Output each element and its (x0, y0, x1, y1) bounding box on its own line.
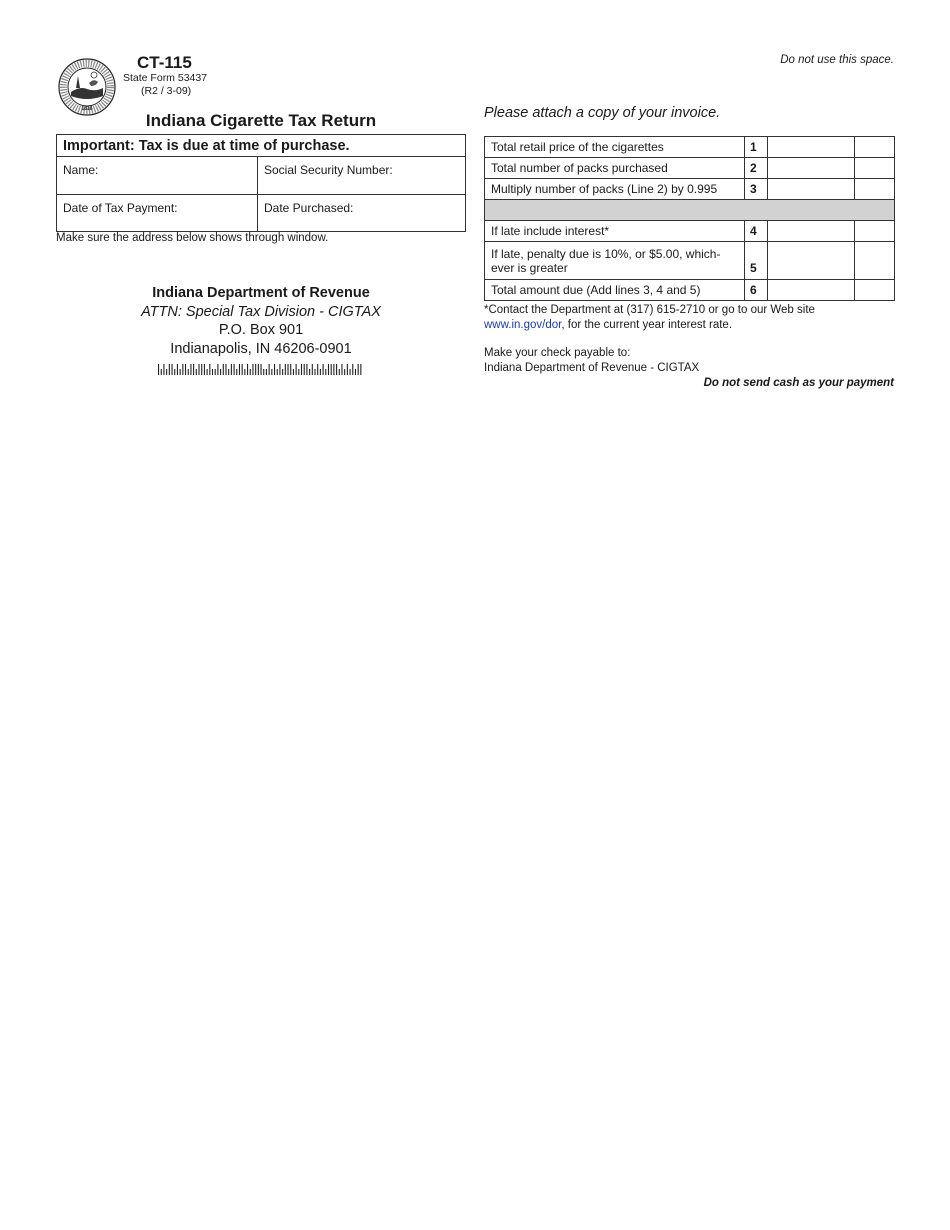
barcode-bar (304, 364, 305, 375)
table-row (485, 137, 895, 158)
name-field[interactable] (57, 157, 257, 194)
barcode-bar (350, 369, 351, 375)
dor-website-link[interactable]: www.in.gov/dor (484, 318, 562, 331)
barcode-bar (344, 369, 345, 375)
amount-input[interactable] (768, 158, 855, 179)
table-row (485, 158, 895, 179)
barcode-bar (166, 369, 167, 375)
barcode-bar (274, 364, 275, 375)
barcode-bar (358, 364, 359, 375)
barcode-bar (258, 364, 259, 375)
form-number: CT-115 (137, 53, 192, 72)
barcode-bar (201, 364, 202, 375)
barcode-bar (163, 364, 164, 375)
barcode-bar (323, 364, 324, 375)
barcode-bar (285, 364, 286, 375)
barcode-bar (190, 364, 191, 375)
barcode-bar (231, 364, 232, 375)
line-label: Multiply number of packs (Line 2) by 0.995 (485, 179, 745, 200)
shaded-cell (485, 200, 895, 221)
barcode-bar (279, 364, 280, 375)
important-notice: Important: Tax is due at time of purchase. (57, 135, 465, 157)
postal-barcode (158, 364, 363, 375)
table-row (485, 179, 895, 200)
barcode-bar (223, 364, 224, 375)
barcode-bar (158, 364, 159, 375)
cents-input[interactable] (855, 158, 895, 179)
barcode-bar (301, 364, 302, 375)
address-attn: ATTN: Special Tax Division - CIGTAX (141, 304, 381, 320)
cents-input[interactable] (855, 242, 895, 280)
barcode-bar (207, 369, 208, 375)
barcode-bar (174, 369, 175, 375)
state-seal-icon (58, 58, 116, 116)
barcode-bar (282, 369, 283, 375)
form-revision: (R2 / 3-09) (141, 85, 192, 97)
barcode-bar (306, 364, 307, 375)
barcode-bar (360, 364, 361, 375)
purchase-date-label: Date Purchased: (264, 201, 354, 215)
amount-input[interactable] (768, 137, 855, 158)
cents-input[interactable] (855, 280, 895, 301)
barcode-bar (298, 369, 299, 375)
barcode-bar (182, 364, 183, 375)
barcode-bar (252, 364, 253, 375)
shaded-separator-row (485, 200, 895, 221)
line-number: 2 (745, 158, 768, 179)
ssn-field[interactable] (258, 157, 465, 194)
barcode-bar (220, 369, 221, 375)
barcode-bar (277, 369, 278, 375)
barcode-bar (271, 369, 272, 375)
line-number: 5 (745, 242, 768, 280)
barcode-bar (317, 364, 318, 375)
contact-text: *Contact the Department at (317) 615-2710 or go to our Web site (484, 304, 815, 316)
purchase-date-field[interactable] (258, 195, 465, 231)
payee-name: Indiana Department of Revenue - CIGTAX (484, 362, 700, 374)
table-row (485, 221, 895, 242)
barcode-bar (331, 364, 332, 375)
contact-text-after: , for the current year interest rate. (561, 318, 733, 331)
barcode-bar (328, 364, 329, 375)
cents-input[interactable] (855, 221, 895, 242)
barcode-bar (236, 369, 237, 375)
cents-input[interactable] (855, 137, 895, 158)
barcode-bar (352, 364, 353, 375)
line-number: 6 (745, 280, 768, 301)
ssn-label: Social Security Number: (264, 163, 393, 177)
taxpayer-info-box (56, 134, 466, 232)
barcode-bar (320, 369, 321, 375)
barcode-bar (247, 364, 248, 375)
barcode-bar (333, 364, 334, 375)
line-label: If late include interest* (485, 221, 745, 242)
state-form-number: State Form 53437 (123, 72, 208, 84)
barcode-bar (228, 369, 229, 375)
table-row (485, 242, 895, 280)
barcode-bar (269, 364, 270, 375)
barcode-bar (171, 364, 172, 375)
barcode-bar (212, 369, 213, 375)
cents-input[interactable] (855, 179, 895, 200)
table-row (485, 280, 895, 301)
barcode-bar (355, 369, 356, 375)
barcode-bar (314, 369, 315, 375)
line-number: 3 (745, 179, 768, 200)
barcode-bar (255, 364, 256, 375)
barcode-bar (239, 364, 240, 375)
no-cash-warning: Do not send cash as your payment (703, 377, 894, 389)
attach-invoice-note: Please attach a copy of your invoice. (484, 105, 721, 121)
line-number: 1 (745, 137, 768, 158)
barcode-bar (290, 364, 291, 375)
barcode-bar (312, 364, 313, 375)
line-label: If late, penalty due is 10%, or $5.00, which-ever is greater (485, 242, 745, 280)
barcode-bar (177, 364, 178, 375)
line-label: Total number of packs purchased (485, 158, 745, 179)
barcode-bar (341, 364, 342, 375)
address-department: Indiana Department of Revenue (152, 285, 370, 301)
barcode-bar (339, 369, 340, 375)
barcode-bar (309, 369, 310, 375)
barcode-bar (225, 364, 226, 375)
barcode-bar (347, 364, 348, 375)
barcode-bar (198, 364, 199, 375)
svg-text:1816: 1816 (81, 106, 93, 112)
do-not-use-space-note: Do not use this space. (780, 54, 894, 66)
tax-calculation-table (484, 136, 895, 301)
payment-date-label: Date of Tax Payment: (63, 201, 178, 215)
barcode-bar (261, 364, 262, 375)
barcode-bar (336, 364, 337, 375)
barcode-bar (188, 369, 189, 375)
barcode-bar (196, 369, 197, 375)
line-label: Total amount due (Add lines 3, 4 and 5) (485, 280, 745, 301)
payment-date-field[interactable] (57, 195, 257, 231)
barcode-bar (185, 364, 186, 375)
barcode-bar (242, 364, 243, 375)
amount-input[interactable] (768, 242, 855, 280)
barcode-bar (293, 369, 294, 375)
barcode-bar (325, 369, 326, 375)
address-po-box: P.O. Box 901 (218, 322, 304, 338)
window-note: Make sure the address below shows through window. (56, 232, 329, 244)
barcode-bar (287, 364, 288, 375)
barcode-bar (266, 369, 267, 375)
line-number: 4 (745, 221, 768, 242)
barcode-bar (204, 364, 205, 375)
barcode-bar (161, 369, 162, 375)
amount-input[interactable] (768, 221, 855, 242)
amount-input[interactable] (768, 280, 855, 301)
form-title: Indiana Cigarette Tax Return (145, 111, 377, 130)
barcode-bar (215, 369, 216, 375)
name-label: Name: (63, 163, 99, 177)
barcode-bar (250, 369, 251, 375)
address-city: Indianapolis, IN 46206-0901 (170, 341, 352, 357)
barcode-bar (263, 369, 264, 375)
barcode-bar (169, 364, 170, 375)
barcode-bar (244, 369, 245, 375)
line-label: Total retail price of the cigarettes (485, 137, 745, 158)
barcode-bar (217, 364, 218, 375)
payable-label: Make your check payable to: (484, 347, 631, 359)
contact-note (484, 303, 904, 332)
barcode-bar (180, 369, 181, 375)
barcode-bar (209, 364, 210, 375)
barcode-bar (193, 364, 194, 375)
barcode-bar (296, 364, 297, 375)
barcode-bar (234, 364, 235, 375)
amount-input[interactable] (768, 179, 855, 200)
